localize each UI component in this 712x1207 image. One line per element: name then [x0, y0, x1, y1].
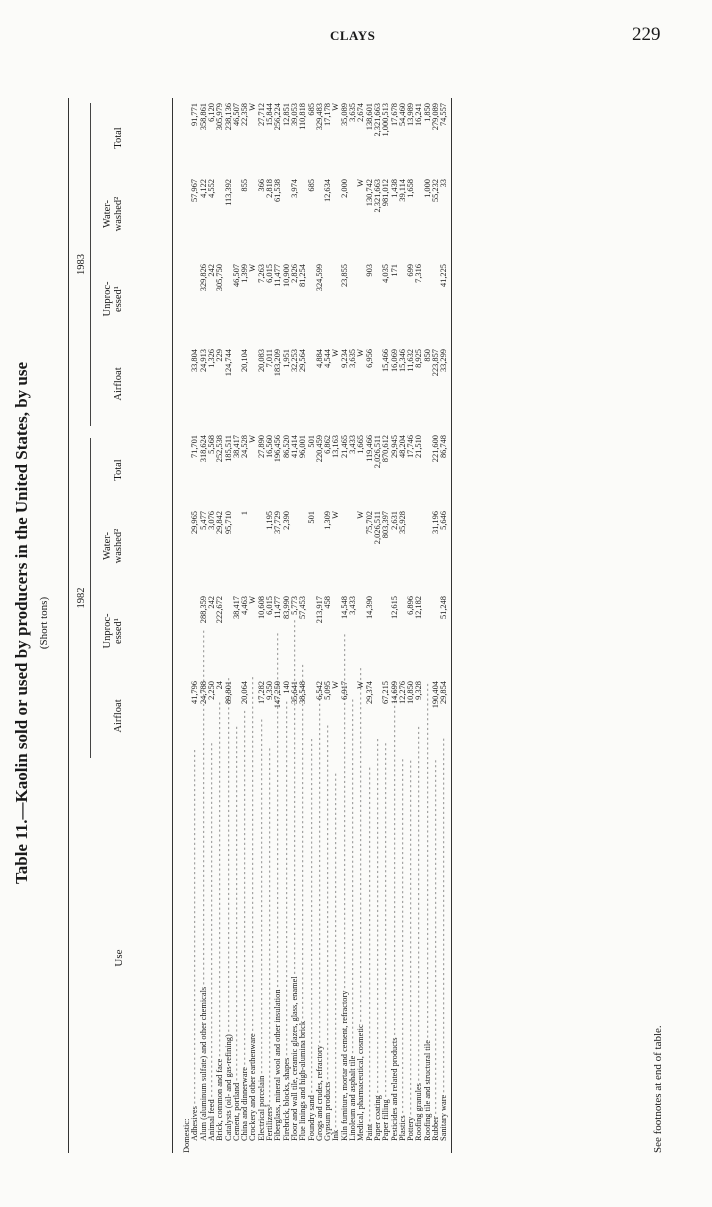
value-cell: 130,742: [364, 179, 374, 207]
value-cell: 1,195: [265, 511, 274, 530]
value-cell: 38,417: [231, 435, 241, 459]
value-cell: 16,560: [265, 435, 274, 459]
use-label: Pottery - - -: [407, 763, 415, 1153]
rotated-table-page: [12, 58, 692, 1188]
value-cell: 358,861: [198, 103, 208, 131]
value-cell: 33,804: [190, 349, 200, 373]
value-cell: 96,001: [298, 435, 308, 459]
value-cell: 6,542: [314, 681, 324, 700]
value-cell: 3,635: [348, 349, 357, 368]
year-rule-1982: [90, 438, 91, 758]
value-cell: 229: [215, 349, 225, 362]
value-cell: 15,844: [265, 103, 274, 127]
use-label: Paint - - -: [366, 763, 374, 1153]
value-cell: 119,466: [364, 435, 374, 462]
value-cell: 12,851: [281, 103, 291, 127]
value-cell: 17,178: [323, 103, 333, 127]
value-cell: 4,552: [206, 179, 216, 198]
value-cell: 29,965: [190, 511, 200, 535]
value-cell: 458: [323, 596, 333, 609]
use-label: Cement, portland - - -: [233, 763, 241, 1153]
value-cell: 54,460: [397, 103, 407, 127]
use-label: Flue linings and high-alumina brick - - -: [299, 763, 307, 1153]
value-cell: 10,608: [256, 596, 266, 620]
value-cell: 17,678: [389, 103, 399, 127]
value-cell: 31,196: [431, 511, 440, 535]
value-cell: 324,599: [314, 264, 324, 292]
value-cell: 39,053: [289, 103, 299, 127]
value-cell: 35,089: [339, 103, 349, 127]
column-header: Unproc- essed¹: [102, 613, 124, 649]
value-cell: 24,528: [240, 435, 250, 459]
value-cell: 2,321,663: [372, 179, 382, 213]
column-header: Airfloat: [113, 699, 124, 733]
use-label: Rubber - - -: [432, 763, 440, 1153]
value-cell: 16,241: [414, 103, 424, 127]
value-cell: 1,658: [406, 179, 416, 198]
value-cell: 903: [364, 264, 374, 277]
value-cell: 220,459: [314, 435, 324, 463]
value-cell: 5,477: [198, 511, 208, 530]
table-top-rule: [68, 98, 69, 1153]
value-cell: 501: [306, 435, 316, 448]
value-cell: 32,253: [289, 349, 299, 373]
value-cell: 46,507: [231, 103, 241, 127]
value-cell: 27,712: [256, 103, 266, 127]
value-cell: 38,417: [231, 596, 241, 620]
value-cell: 1,399: [240, 264, 250, 283]
value-cell: 5,773: [289, 596, 299, 615]
running-head: [0, 20, 712, 50]
year-header-1983: 1983: [76, 254, 87, 275]
value-cell: 6,120: [206, 103, 216, 122]
value-cell: 213,917: [314, 596, 324, 624]
value-cell: 41,225: [439, 264, 449, 288]
value-cell: 850: [422, 349, 432, 362]
value-cell: 11,477: [273, 596, 283, 619]
value-cell: 256,224: [273, 103, 283, 131]
value-cell: 803,397: [381, 511, 391, 539]
use-label: Floor and wall tile, ceramic glazes, glass, enamel - - -: [291, 763, 299, 1153]
value-cell: 33,299: [439, 349, 449, 373]
value-cell: 29,854: [439, 681, 449, 705]
value-cell: 981,012: [381, 179, 391, 207]
use-label: Gypsum products - - -: [324, 763, 332, 1153]
page-number: 229: [632, 24, 661, 45]
value-cell: 35,928: [397, 511, 407, 535]
use-label: Roofing tile and structural tile - - -: [424, 763, 432, 1153]
value-cell: 8,925: [414, 349, 424, 368]
value-cell: W: [248, 435, 258, 443]
value-cell: 6,862: [323, 435, 333, 454]
value-cell: 4,544: [323, 349, 333, 368]
value-cell: 147,250: [273, 681, 283, 709]
table-footnote: See footnotes at end of table.: [652, 1025, 664, 1153]
value-cell: 1,309: [323, 511, 333, 530]
value-cell: 6,917: [339, 681, 349, 700]
value-cell: 113,392: [223, 179, 233, 206]
value-cell: 1,665: [356, 435, 366, 454]
value-cell: 110,818: [298, 103, 308, 130]
table-row: [440, 98, 448, 1153]
value-cell: 279,089: [431, 103, 440, 131]
value-cell: 81,254: [298, 264, 308, 288]
use-label: Alum (aluminum sulfate) and other chemicals - - -: [200, 763, 208, 1153]
value-cell: 6,896: [406, 596, 416, 615]
header-bottom-rule: [172, 98, 173, 1153]
value-cell: 855: [240, 179, 250, 192]
value-cell: 14,390: [364, 596, 374, 620]
use-label: Pesticides and related products - - -: [391, 763, 399, 1153]
use-label: Crockery and other earthenware - - -: [249, 763, 257, 1153]
value-cell: 5,646: [439, 511, 449, 530]
value-cell: W: [248, 103, 258, 111]
value-cell: 41,414: [289, 435, 299, 459]
value-cell: 699: [406, 264, 416, 277]
value-cell: 196,456: [273, 435, 283, 463]
value-cell: 17,282: [256, 681, 266, 705]
value-cell: 183,209: [273, 349, 283, 377]
value-cell: 51,248: [439, 596, 449, 620]
value-cell: 74,557: [439, 103, 449, 127]
value-cell: 124,744: [223, 349, 233, 377]
value-cell: 11,632: [406, 349, 416, 372]
value-cell: 24: [215, 681, 225, 690]
use-label: Foundry sand - - -: [308, 763, 316, 1153]
use-label: Paper filling - - -: [382, 763, 390, 1153]
use-label: Catalysts (oil- and gas-refining) - - -: [225, 763, 233, 1153]
value-cell: 20,064: [240, 681, 250, 705]
column-header: Total: [113, 459, 124, 481]
value-cell: 24,788: [198, 681, 208, 705]
value-cell: 3,974: [289, 179, 299, 198]
value-cell: 242: [206, 264, 216, 277]
value-cell: 5,095: [323, 681, 333, 700]
value-cell: 91,771: [190, 103, 200, 127]
running-title: CLAYS: [330, 28, 376, 43]
value-cell: 222,672: [215, 596, 225, 624]
value-cell: 2,818: [265, 179, 274, 198]
column-header: Airfloat: [113, 367, 124, 401]
value-cell: 5,568: [206, 435, 216, 454]
value-cell: 89,801: [223, 681, 233, 705]
value-cell: 318,624: [198, 435, 208, 463]
value-cell: 29,945: [389, 435, 399, 459]
table-bottom-rule: [451, 98, 452, 1153]
value-cell: 22,358: [240, 103, 250, 127]
value-cell: 20,083: [256, 349, 266, 373]
value-cell: 38,548: [298, 681, 308, 705]
value-cell: 2,321,663: [372, 103, 382, 137]
value-cell: 21,465: [339, 435, 349, 459]
value-cell: 20,104: [240, 349, 250, 373]
value-cell: 329,826: [198, 264, 208, 292]
value-cell: W: [356, 681, 366, 689]
value-cell: W: [248, 596, 258, 604]
value-cell: 685: [306, 179, 316, 192]
value-cell: 2,026,511: [372, 511, 382, 545]
value-cell: 15,346: [397, 349, 407, 373]
value-cell: 4,884: [314, 349, 324, 368]
value-cell: 57,453: [298, 596, 308, 620]
value-cell: 23,855: [339, 264, 349, 288]
value-cell: 29,374: [364, 681, 374, 705]
value-cell: W: [356, 179, 366, 187]
value-cell: 27,890: [256, 435, 266, 459]
value-cell: 12,276: [397, 681, 407, 705]
use-label: Ink - - -: [332, 763, 340, 1153]
value-cell: 41,796: [190, 681, 200, 705]
value-cell: 305,979: [215, 103, 225, 131]
value-cell: 39,114: [397, 179, 407, 202]
value-cell: 9,328: [414, 681, 424, 700]
value-cell: 4,122: [198, 179, 208, 198]
value-cell: 2,674: [356, 103, 366, 122]
value-cell: 1,000: [422, 179, 432, 198]
value-cell: 242: [206, 596, 216, 609]
column-header: Total: [113, 127, 124, 149]
value-cell: 10,850: [406, 681, 416, 705]
value-cell: 3,076: [206, 511, 216, 530]
value-cell: 1,850: [422, 103, 432, 122]
value-cell: 870,612: [381, 435, 391, 463]
value-cell: 75,702: [364, 511, 374, 535]
year-rule-1983: [90, 103, 91, 426]
value-cell: 61,538: [273, 179, 283, 203]
value-cell: 55,232: [431, 179, 440, 203]
value-cell: 12,182: [414, 596, 424, 620]
value-cell: 13,989: [406, 103, 416, 127]
use-label: Medical, pharmaceutical, cosmetic - - -: [357, 763, 365, 1153]
value-cell: 171: [389, 264, 399, 277]
value-cell: 95,710: [223, 511, 233, 535]
value-cell: 366: [256, 179, 266, 192]
column-header: Water- washed²: [102, 528, 124, 564]
use-label: Kiln furniture, mortar and cement, refractory - - -: [341, 763, 349, 1153]
value-cell: 67,215: [381, 681, 391, 705]
value-cell: 2,250: [206, 681, 216, 700]
value-cell: 190,404: [431, 681, 440, 709]
value-cell: 86,748: [439, 435, 449, 459]
value-cell: 140: [281, 681, 291, 694]
value-cell: 57,967: [190, 179, 200, 203]
value-cell: 6,015: [265, 264, 274, 283]
value-cell: 3,635: [348, 103, 357, 122]
value-cell: 4,463: [240, 596, 250, 615]
table-title: Table 11.—Kaolin sold or used by producers in the United States, by use: [12, 361, 31, 885]
value-cell: 185,511: [223, 435, 233, 462]
value-cell: 83,990: [281, 596, 291, 620]
use-label: Adhesives - - -: [191, 763, 199, 1153]
value-cell: 2,631: [389, 511, 399, 530]
use-label: Fiberglass, mineral wool and other insulation - - -: [274, 763, 282, 1153]
value-cell: 33: [439, 179, 449, 188]
value-cell: 3,433: [348, 435, 357, 454]
use-label: Paper coating - - -: [374, 763, 382, 1153]
value-cell: 46,507: [231, 264, 241, 288]
column-header: Water- washed²: [102, 196, 124, 232]
use-label: Brick, common and face - - -: [216, 763, 224, 1153]
value-cell: 1,326: [206, 349, 216, 368]
use-label: Electrical porcelain - - -: [258, 763, 266, 1153]
use-label: Linoleum and asphalt tile - - -: [349, 763, 357, 1153]
use-label: Grogs and crudes, refractory - - -: [316, 763, 324, 1153]
value-cell: 238,136: [223, 103, 233, 131]
value-cell: 24,913: [198, 349, 208, 373]
use-label: Fertilizers³ - - -: [266, 763, 274, 1153]
value-cell: 305,750: [215, 264, 225, 292]
value-cell: 223,857: [431, 349, 440, 377]
value-cell: W: [331, 349, 341, 357]
value-cell: 1,000,513: [381, 103, 391, 137]
value-cell: W: [356, 349, 366, 357]
use-label: Roofing granules - - -: [415, 763, 423, 1153]
use-column-header: Use: [113, 949, 125, 967]
column-header: Unproc- essed¹: [102, 281, 124, 317]
value-cell: 288,359: [198, 596, 208, 624]
value-cell: 21,510: [414, 435, 424, 459]
value-cell: W: [248, 264, 258, 272]
value-cell: 37,729: [273, 511, 283, 535]
value-cell: 9,234: [339, 349, 349, 368]
value-cell: 2,026,511: [372, 435, 382, 469]
value-cell: 221,600: [431, 435, 440, 463]
category-label: Domestic:: [182, 1118, 191, 1153]
value-cell: 29,842: [215, 511, 225, 535]
value-cell: 7,263: [256, 264, 266, 283]
value-cell: 14,699: [389, 681, 399, 705]
value-cell: W: [331, 103, 341, 111]
value-cell: 1: [240, 511, 250, 516]
value-cell: 35,641: [289, 681, 299, 705]
use-label: Sanitary ware - - -: [440, 763, 448, 1153]
value-cell: 501: [306, 511, 316, 524]
use-label: China and dinnerware - - -: [241, 763, 249, 1153]
value-cell: 1,951: [281, 349, 291, 368]
value-cell: 9,350: [265, 681, 274, 700]
value-cell: W: [331, 681, 341, 689]
value-cell: W: [356, 511, 366, 519]
value-cell: 10,900: [281, 264, 291, 288]
year-header-1982: 1982: [76, 587, 87, 609]
value-cell: 2,000: [339, 179, 349, 198]
value-cell: 48,204: [397, 435, 407, 459]
value-cell: 12,634: [323, 179, 333, 203]
value-cell: 16,069: [389, 349, 399, 373]
value-cell: 6,015: [265, 596, 274, 615]
value-cell: 14,548: [339, 596, 349, 620]
use-label: Firebrick, blocks, shapes - - -: [283, 763, 291, 1153]
value-cell: 138,601: [364, 103, 374, 131]
value-cell: 11,477: [273, 264, 283, 287]
value-cell: 252,538: [215, 435, 225, 463]
use-label: Animal feed - - -: [208, 763, 216, 1153]
value-cell: 329,483: [314, 103, 324, 131]
value-cell: 12,615: [389, 596, 399, 620]
use-label: Plastics - - -: [399, 763, 407, 1153]
value-cell: 4,035: [381, 264, 391, 283]
value-cell: 7,316: [414, 264, 424, 283]
value-cell: 7,011: [265, 349, 274, 368]
value-cell: 2,390: [281, 511, 291, 530]
value-cell: 1,438: [389, 179, 399, 198]
table-subtitle: (Short tons): [38, 596, 50, 650]
value-cell: W: [331, 511, 341, 519]
value-cell: 685: [306, 103, 316, 116]
value-cell: 17,746: [406, 435, 416, 459]
value-cell: 15,466: [381, 349, 391, 373]
value-cell: 71,701: [190, 435, 200, 459]
value-cell: 13,163: [331, 435, 341, 459]
value-cell: 6,956: [364, 349, 374, 368]
value-cell: 2,826: [289, 264, 299, 283]
value-cell: 29,564: [298, 349, 308, 373]
value-cell: 3,433: [348, 596, 357, 615]
value-cell: 86,520: [281, 435, 291, 459]
